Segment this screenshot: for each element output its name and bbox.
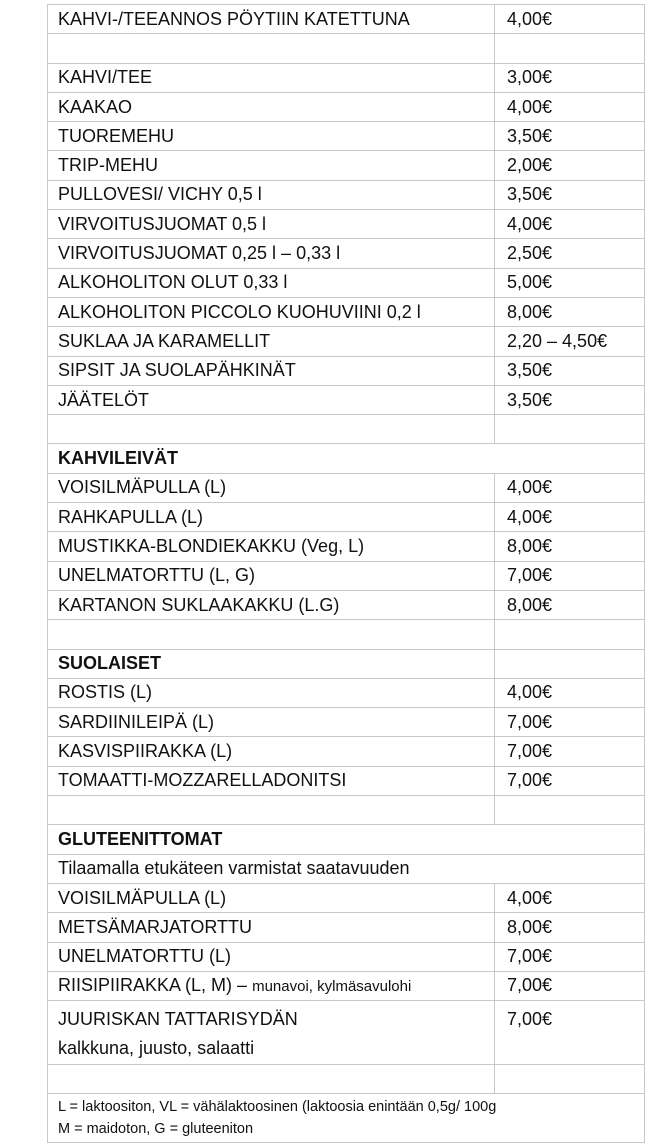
item-price: 2,20 – 4,50€ <box>495 327 645 356</box>
item-name-text: KARTANON SUKLAAKAKKU (L.G) <box>58 594 340 615</box>
item-name <box>48 63 495 92</box>
item-name <box>48 385 495 414</box>
item-price: 4,00€ <box>495 503 645 532</box>
menu-row <box>48 151 645 180</box>
menu-row <box>48 63 645 92</box>
item-price <box>495 34 645 63</box>
menu-row <box>48 92 645 121</box>
menu-row <box>48 5 645 34</box>
item-name-text: VIRVOITUSJUOMAT 0,5 l <box>58 213 267 234</box>
item-name-text: JUURISKAN TATTARISYDÄN <box>58 1009 298 1030</box>
item-price: 7,00€ <box>495 561 645 590</box>
item-price <box>495 620 645 649</box>
item-name-text: RAHKAPULLA (L) <box>58 506 204 527</box>
item-price: 3,50€ <box>495 356 645 385</box>
item-name <box>48 503 495 532</box>
item-name <box>48 92 495 121</box>
menu-row <box>48 356 645 385</box>
item-name-text: TOMAATTI-MOZZARELLADONITSI <box>58 770 347 791</box>
menu-row <box>48 210 645 239</box>
menu-row <box>48 913 645 942</box>
menu-row <box>48 385 645 414</box>
item-name <box>48 239 495 268</box>
menu-row <box>48 297 645 326</box>
item-price: 7,00€ <box>495 708 645 737</box>
menu-row <box>48 620 645 649</box>
item-name <box>48 1065 495 1094</box>
item-name-text: SIPSIT JA SUOLAPÄHKINÄT <box>58 360 296 381</box>
menu-table <box>47 4 645 1143</box>
item-name-text: KAHVI-/TEEANNOS PÖYTIIN KATETTUNA <box>58 8 410 29</box>
item-price: 3,50€ <box>495 385 645 414</box>
item-price: 3,00€ <box>495 63 645 92</box>
menu-row <box>48 1065 645 1094</box>
item-name-text: TUOREMEHU <box>58 125 174 146</box>
item-name <box>48 532 495 561</box>
menu-row <box>48 737 645 766</box>
legend-cell <box>48 1094 645 1143</box>
item-price: 3,50€ <box>495 122 645 151</box>
item-extra-text: kalkkuna, juusto, salaatti <box>58 1038 255 1059</box>
menu-row <box>48 825 645 854</box>
item-name-text: JÄÄTELÖT <box>58 389 150 410</box>
menu-row <box>48 1001 645 1065</box>
item-price: 4,00€ <box>495 92 645 121</box>
item-name <box>48 5 495 34</box>
item-price: 3,50€ <box>495 180 645 209</box>
menu-row <box>48 239 645 268</box>
legend-row <box>48 1094 645 1143</box>
menu-row <box>48 854 645 883</box>
item-price: 7,00€ <box>495 971 645 1000</box>
menu-row <box>48 942 645 971</box>
item-name <box>48 737 495 766</box>
item-price: 8,00€ <box>495 590 645 619</box>
item-name-text: KAHVI/TEE <box>58 67 153 88</box>
menu-row <box>48 883 645 912</box>
item-name <box>48 34 495 63</box>
item-price <box>495 796 645 825</box>
menu-row <box>48 503 645 532</box>
item-name-text: UNELMATORTTU (L, G) <box>58 565 256 586</box>
item-price: 4,00€ <box>495 883 645 912</box>
item-price: 2,00€ <box>495 151 645 180</box>
item-name <box>48 268 495 297</box>
item-name-text: VIRVOITUSJUOMAT 0,25 l – 0,33 l <box>58 243 341 264</box>
item-price: 4,00€ <box>495 5 645 34</box>
item-name <box>48 913 495 942</box>
item-name-text: TRIP-MEHU <box>58 155 158 176</box>
menu-row <box>48 327 645 356</box>
item-name-text: VOISILMÄPULLA (L) <box>58 887 227 908</box>
item-price: 5,00€ <box>495 268 645 297</box>
menu-row <box>48 971 645 1000</box>
item-price: 8,00€ <box>495 532 645 561</box>
item-name <box>48 210 495 239</box>
menu-row <box>48 678 645 707</box>
item-name <box>48 590 495 619</box>
item-name <box>48 327 495 356</box>
section-heading: SUOLAISET <box>48 649 495 678</box>
item-name <box>48 620 495 649</box>
item-extra-text: munavoi, kylmäsavulohi <box>252 978 412 996</box>
menu-row <box>48 415 645 444</box>
item-price: 4,00€ <box>495 210 645 239</box>
item-price: 7,00€ <box>495 737 645 766</box>
menu-row <box>48 473 645 502</box>
item-name-text: ROSTIS (L) <box>58 682 153 703</box>
menu-row <box>48 561 645 590</box>
item-price: 8,00€ <box>495 913 645 942</box>
item-name <box>48 415 495 444</box>
item-price: 7,00€ <box>495 942 645 971</box>
menu-row <box>48 590 645 619</box>
item-name-text: SUKLAA JA KARAMELLIT <box>58 330 271 351</box>
section-heading: GLUTEENITTOMAT <box>48 825 645 854</box>
item-name <box>48 796 495 825</box>
item-name <box>48 561 495 590</box>
section-heading: KAHVILEIVÄT <box>48 444 645 473</box>
item-name-text: METSÄMARJATORTTU <box>58 916 253 937</box>
legend-line-2: M = maidoton, G = gluteeniton <box>58 1121 254 1138</box>
item-name-text: ALKOHOLITON PICCOLO KUOHUVIINI 0,2 l <box>58 301 421 322</box>
item-name-text: KAAKAO <box>58 96 133 117</box>
menu-row <box>48 180 645 209</box>
item-price: 7,00€ <box>495 1001 645 1065</box>
menu-row <box>48 708 645 737</box>
item-name-text: RIISIPIIRAKKA (L, M) – <box>58 975 248 996</box>
item-name <box>48 180 495 209</box>
menu-row <box>48 532 645 561</box>
item-name <box>48 708 495 737</box>
item-price <box>495 1065 645 1094</box>
menu-row <box>48 268 645 297</box>
item-price: 4,00€ <box>495 678 645 707</box>
item-name <box>48 122 495 151</box>
item-name <box>48 151 495 180</box>
item-name <box>48 971 495 1000</box>
item-name-text: KASVISPIIRAKKA (L) <box>58 741 233 762</box>
menu-row <box>48 796 645 825</box>
item-name-text: VOISILMÄPULLA (L) <box>58 477 227 498</box>
item-name <box>48 766 495 795</box>
item-name-text: SARDIINILEIPÄ (L) <box>58 711 215 732</box>
item-price: 2,50€ <box>495 239 645 268</box>
item-price: 4,00€ <box>495 473 645 502</box>
item-price <box>495 415 645 444</box>
item-name-text: UNELMATORTTU (L) <box>58 946 232 967</box>
menu-row <box>48 122 645 151</box>
item-price <box>495 649 645 678</box>
item-name <box>48 1001 495 1065</box>
section-note: Tilaamalla etukäteen varmistat saatavuuden <box>48 854 645 883</box>
item-name-text: PULLOVESI/ VICHY 0,5 l <box>58 184 262 205</box>
menu-row <box>48 766 645 795</box>
item-price: 8,00€ <box>495 297 645 326</box>
item-name <box>48 942 495 971</box>
menu-row <box>48 649 645 678</box>
item-price: 7,00€ <box>495 766 645 795</box>
item-name <box>48 297 495 326</box>
item-name <box>48 883 495 912</box>
item-name-text: ALKOHOLITON OLUT 0,33 l <box>58 272 288 293</box>
item-name <box>48 473 495 502</box>
item-name <box>48 678 495 707</box>
legend-line-1: L = laktoositon, VL = vähälaktoosinen (laktoosia enintään 0,5g/ 100g <box>58 1099 497 1116</box>
menu-row <box>48 34 645 63</box>
item-name <box>48 356 495 385</box>
menu-row <box>48 444 645 473</box>
item-name-text: MUSTIKKA-BLONDIEKAKKU (Veg, L) <box>58 535 365 556</box>
